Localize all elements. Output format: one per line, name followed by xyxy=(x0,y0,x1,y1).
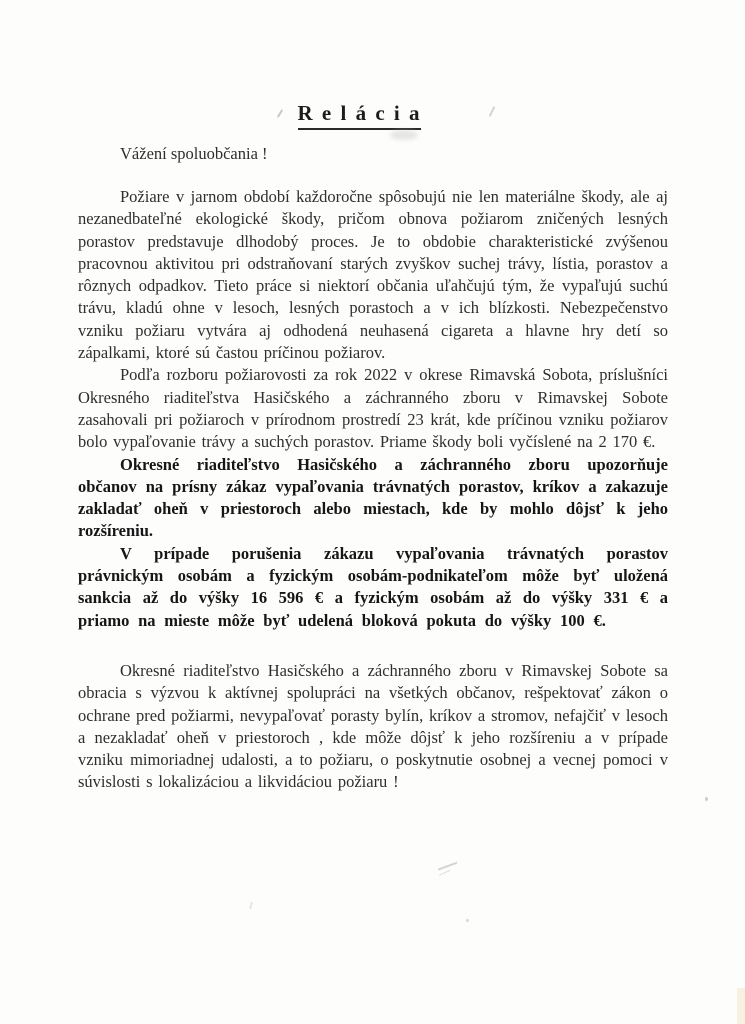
title-row xyxy=(0,101,745,130)
paragraph-cooperation-appeal: Okresné riaditeľstvo Hasičského a záchranného zboru v Rimavskej Sobote sa obracia s výzvou k aktívnej spolupráci na všetkých občanov, rešpektovať zákon o ochrane pred požiarmi, nevypaľovať porasty bylín, kríkov a stromov, nefajčiť v lesoch a nezakladať oheň v priestoroch , kde môže dôjsť k jeho rozšíreniu a v prípade vzniku mimoriadnej udalosti, a to požiaru, o poskytnutie osobnej a vecnej pomoci v súvislosti s lokalizáciou a likvidáciou požiaru ! xyxy=(78,660,668,792)
document-title: R e l á c i a xyxy=(298,101,422,130)
scan-artifact-dot-right-margin xyxy=(705,797,708,801)
document-body xyxy=(78,186,668,794)
salutation-line: Vážení spoluobčania ! xyxy=(120,144,268,163)
paragraph-sanctions-fines: V prípade porušenia zákazu vypaľovania trávnatých porastov právnickým osobám a fyzickým osobám-podnikateľom môže byť uložená sankcia až do výšky 16 596 € a fyzickým osobám až do výšky 331 € a priamo na mieste môže byť udelená bloková pokuta do výšky 100 €. xyxy=(78,543,668,630)
paragraph-burning-ban-warning: Okresné riaditeľstvo Hasičského a záchranného zboru upozorňuje občanov na prísny zákaz vypaľovania trávnatých porastov, kríkov a zakazuje zakladať oheň v priestoroch alebo miestach, kde by mohlo dôjsť k jeho rozšíreniu. xyxy=(78,454,668,541)
scan-artifact-smudge-below-title xyxy=(390,130,418,140)
paragraph-fires-spring-damage: Požiare v jarnom období každoročne spôsobujú nie len materiálne škody, ale aj nezanedbateľné ekologické škody, pričom obnova požiarom zničených lesných porastov predstavuje dlhodobý proces. Je to obdobie charakteristické zvýšenou pracovnou aktivitou pri odstraňovaní starých zvyškov suchej trávy, lístia, porastov a rôznych odpadkov. Tieto práce si niektorí občania uľahčujú tým, že vypaľujú suchú trávu, kladú ohne v lesoch, lesných porastoch a v ich blízkosti. Nebezpečenstvo vzniku požiaru vytvára aj odhodená neuhasená cigareta a hlavne hry detí so zápalkami, ktoré sú častou príčinou požiarov. xyxy=(78,187,668,363)
scan-artifact-edge-strip xyxy=(737,988,745,1024)
scan-artifact-pencil-scribble-2 xyxy=(439,870,453,881)
scan-artifact-tick-lower-left xyxy=(249,902,253,909)
paragraph-fire-statistics-2022: Podľa rozboru požiarovosti za rok 2022 v okrese Rimavská Sobota, príslušníci Okresného riaditeľstva Hasičského a záchranného zboru v Rimavskej Sobote zasahovali pri požiaroch v prírodnom prostredí 23 krát, kde príčinou vzniku požiarov bolo vypaľovanie trávy a suchých porastov. Priame škody boli vyčíslené na 2 170 €. xyxy=(78,365,668,452)
scan-artifact-dot-lower-middle xyxy=(466,919,469,922)
scan-artifact-pencil-scribble xyxy=(435,862,458,883)
